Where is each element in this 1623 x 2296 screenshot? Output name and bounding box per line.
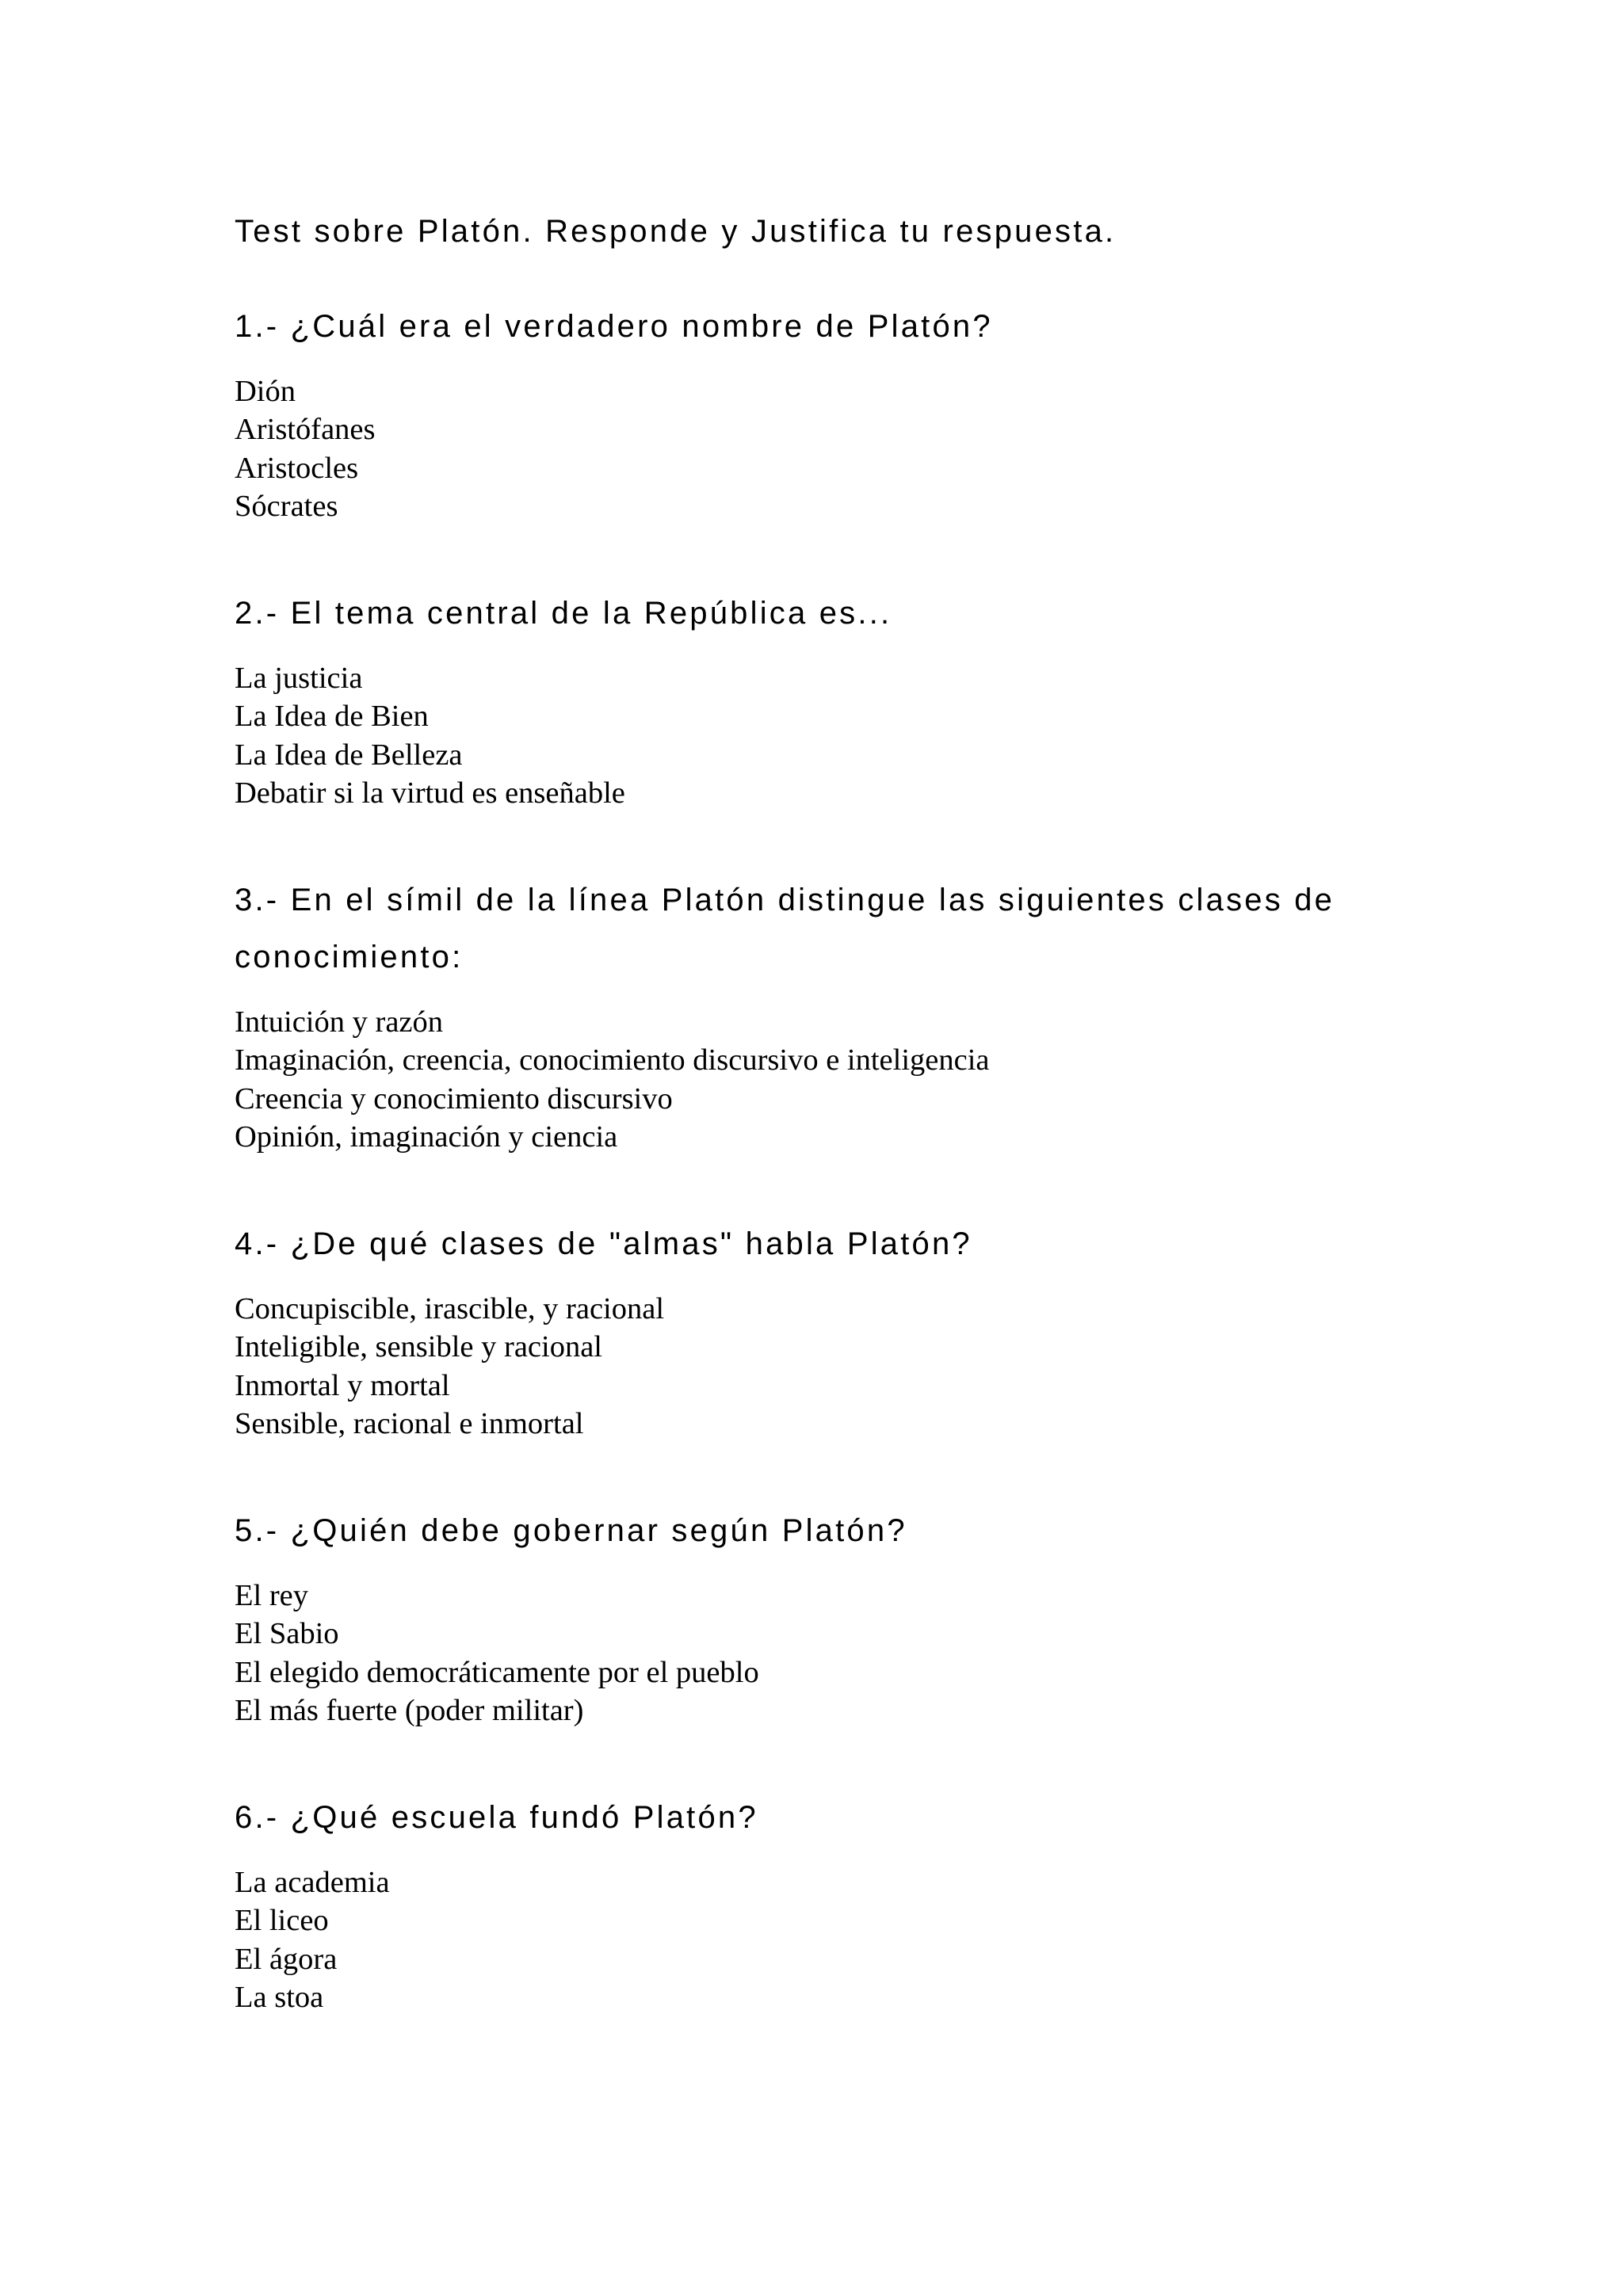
- question-4: [235, 1215, 1423, 1443]
- option: Debatir si la virtud es enseñable: [235, 776, 625, 810]
- option: El más fuerte (poder militar): [235, 1693, 584, 1727]
- option: El Sabio: [235, 1617, 339, 1651]
- question-2: [235, 585, 1423, 812]
- option: El liceo: [235, 1904, 329, 1938]
- option: La stoa: [235, 1980, 324, 2014]
- question-3: [235, 871, 1423, 1156]
- option: Inmortal y mortal: [235, 1368, 450, 1402]
- option: La justicia: [235, 662, 363, 695]
- option: El ágora: [235, 1942, 338, 1976]
- option: Creencia y conocimiento discursivo: [235, 1081, 673, 1116]
- question-1: [235, 298, 1423, 525]
- options-list: [235, 1577, 1423, 1730]
- option: Dión: [235, 375, 296, 408]
- option: Intuición y razón: [235, 1005, 443, 1039]
- option: La Idea de Belleza: [235, 738, 463, 772]
- option: La academia: [235, 1866, 390, 1899]
- options-list: [235, 1290, 1423, 1443]
- option: Sócrates: [235, 489, 338, 523]
- option: Inteligible, sensible y racional: [235, 1330, 602, 1364]
- option: El elegido democráticamente por el pueblo: [235, 1655, 759, 1689]
- page-title: Test sobre Platón. Responde y Justifica tu respuesta.: [235, 214, 1117, 249]
- question-text: 5.- ¿Quién debe gobernar según Platón?: [235, 1513, 907, 1548]
- question-text: 3.- En el símil de la línea Platón distingue las siguientes clases de conocimiento:: [235, 883, 1335, 974]
- question-text: 4.- ¿De qué clases de "almas" habla Platón?: [235, 1226, 972, 1261]
- option: Opinión, imaginación y ciencia: [235, 1119, 618, 1154]
- options-list: [235, 659, 1423, 812]
- question-6: [235, 1789, 1423, 2016]
- options-list: [235, 372, 1423, 525]
- option: El rey: [235, 1579, 308, 1612]
- options-list: [235, 1003, 1423, 1156]
- options-list: [235, 1863, 1423, 2016]
- question-text: 6.- ¿Qué escuela fundó Platón?: [235, 1800, 758, 1835]
- option: Imaginación, creencia, conocimiento discursivo e inteligencia: [235, 1043, 990, 1077]
- question-5: [235, 1502, 1423, 1730]
- question-text: 2.- El tema central de la República es...: [235, 596, 892, 631]
- option: Aristocles: [235, 451, 359, 485]
- option: La Idea de Bien: [235, 700, 429, 734]
- option: Concupiscible, irascible, y racional: [235, 1292, 665, 1325]
- option: Sensible, racional e inmortal: [235, 1406, 584, 1440]
- question-text: 1.- ¿Cuál era el verdadero nombre de Platón?: [235, 309, 993, 344]
- option: Aristófanes: [235, 413, 376, 447]
